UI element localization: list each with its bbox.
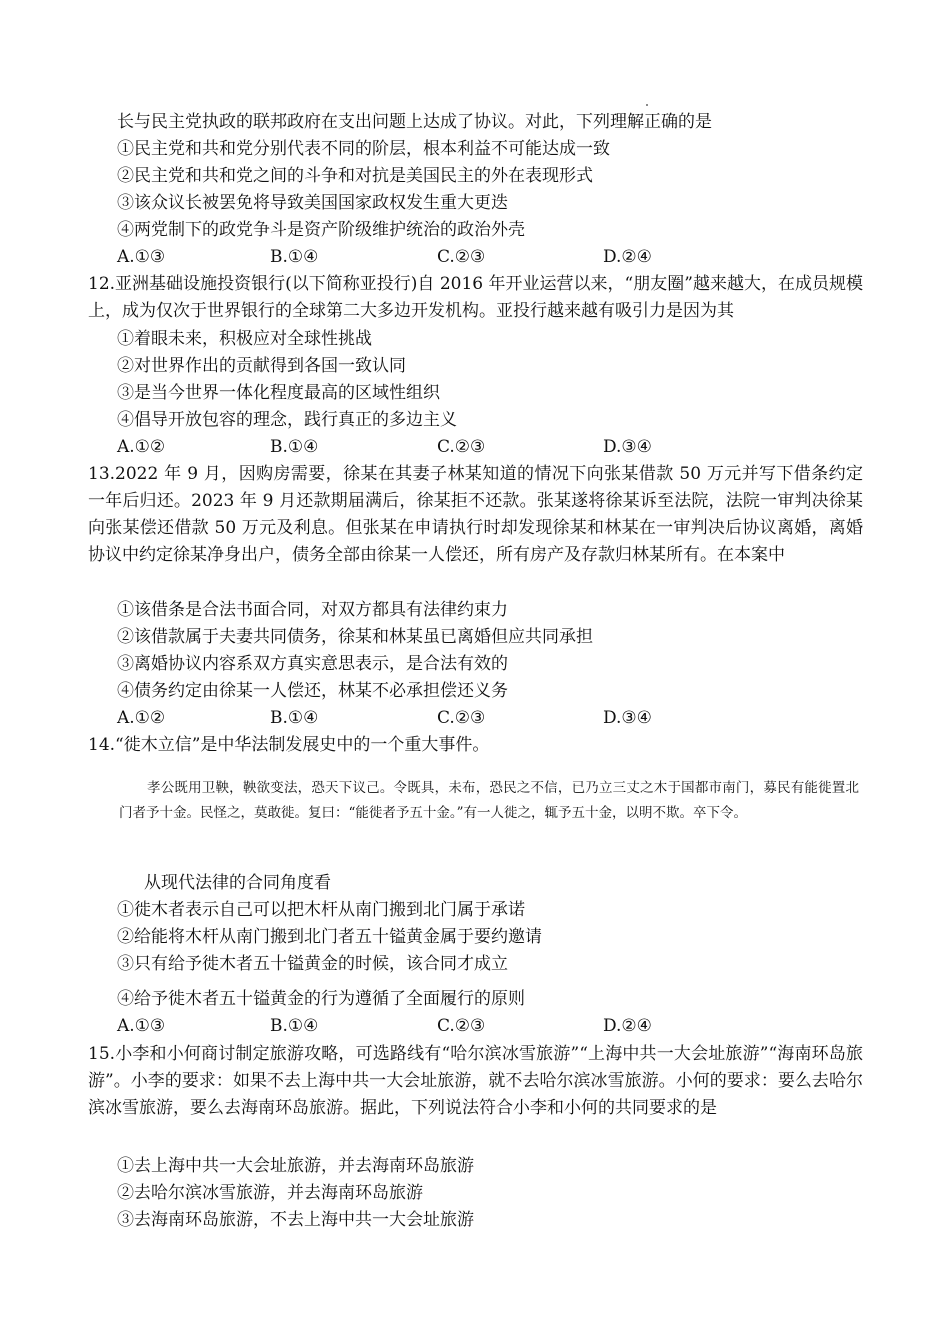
q15-statement-2: ②去哈尔滨冰雪旅游，并去海南环岛旅游: [117, 1183, 423, 1203]
q12-stem: 12.亚洲基础设施投资银行(以下简称亚投行)自 2016 年开业运营以来，“朋友圈”越来越大，在成员规模上，成为仅次于世界银行的全球第二大多边开发机构。亚投行越来越有吸引力是因为其: [88, 274, 863, 321]
q14-options: [0, 1015, 950, 1037]
option-d: D.③④: [603, 708, 652, 728]
option-c: C.②③: [437, 708, 486, 728]
option-b: B.①④: [270, 247, 319, 267]
q13-statement-1: ①该借条是合法书面合同，对双方都具有法律约束力: [117, 600, 508, 620]
q15-statement-3: ③去海南环岛旅游，不去上海中共一大会址旅游: [117, 1210, 474, 1230]
q14-statement-4: ④给予徙木者五十镒黄金的行为遵循了全面履行的原则: [117, 989, 525, 1009]
q13-stem: 13.2022 年 9 月，因购房需要，徐某在其妻子林某知道的情况下向张某借款 50 万元并写下借条约定一年后归还。2023 年 9 月还款期届满后，徐某拒不还款。张某遂将徐某诉至法院，法院一审判决徐某向张某偿还借款 50 万元及利息。但张某在申请执行时却发现徐某和林某在一审判决后协议离婚，离婚协议中约定徐某净身出户，债务全部由徐某一人偿还，所有房产及存款归林某所有。在本案中: [88, 464, 863, 565]
q14-statement-1: ①徙木者表示自己可以把木杆从南门搬到北门属于承诺: [117, 900, 525, 920]
q13-statement-4: ④债务约定由徐某一人偿还，林某不必承担偿还义务: [117, 681, 508, 701]
q11-continuation: 长与民主党执政的联邦政府在支出问题上达成了协议。对此，下列理解正确的是: [117, 112, 712, 132]
q12-statement-3: ③是当今世界一体化程度最高的区域性组织: [117, 383, 440, 403]
q13-statement-2: ②该借款属于夫妻共同债务，徐某和林某虽已离婚但应共同承担: [117, 627, 593, 647]
option-a: A.①②: [117, 437, 166, 457]
option-b: B.①④: [270, 1016, 319, 1036]
option-b: B.①④: [270, 708, 319, 728]
option-a: A.①②: [117, 708, 166, 728]
q11-statement-4: ④两党制下的政党争斗是资产阶级维护统治的政治外壳: [117, 220, 525, 240]
q15-stem: 15.小李和小何商讨制定旅游攻略，可选路线有“哈尔滨冰雪旅游”“上海中共一大会址旅游”“海南环岛旅游”。小李的要求：如果不去上海中共一大会址旅游，就不去哈尔滨冰雪旅游。小何的要求：要么去哈尔滨冰雪旅游，要么去海南环岛旅游。据此，下列说法符合小李和小何的共同要求的是: [88, 1044, 863, 1118]
option-d: D.②④: [603, 1016, 652, 1036]
q11-options: [0, 246, 950, 268]
q12-options: [0, 436, 950, 458]
q15-statement-1: ①去上海中共一大会址旅游，并去海南环岛旅游: [117, 1156, 474, 1176]
option-c: C.②③: [437, 437, 486, 457]
q12-statement-2: ②对世界作出的贡献得到各国一致认同: [117, 356, 406, 376]
q11-statement-2: ②民主党和共和党之间的斗争和对抗是美国民主的外在表现形式: [117, 166, 593, 186]
q14-quote: 孝公既用卫鞅，鞅欲变法，恐天下议己。令既具，未布，恐民之不信，已乃立三丈之木于国都市南门，募民有能徙置北门者予十金。民怪之，莫敢徙。复曰：“能徙者予五十金。”有一人徙之，辄予五十金，以明不欺。卒下令。: [119, 780, 859, 821]
q11-statement-3: ③该众议长被罢免将导致美国国家政权发生重大更迭: [117, 193, 508, 213]
option-c: C.②③: [437, 247, 486, 267]
option-c: C.②③: [437, 1016, 486, 1036]
option-a: A.①③: [117, 247, 166, 267]
q13-options: [0, 707, 950, 729]
option-a: A.①③: [117, 1016, 166, 1036]
q14-prompt: 从现代法律的合同角度看: [144, 873, 331, 893]
q11-statement-1: ①民主党和共和党分别代表不同的阶层，根本利益不可能达成一致: [117, 139, 610, 159]
q14-statement-2: ②给能将木杆从南门搬到北门者五十镒黄金属于要约邀请: [117, 927, 542, 947]
option-d: D.③④: [603, 437, 652, 457]
option-b: B.①④: [270, 437, 319, 457]
q12-statement-4: ④倡导开放包容的理念，践行真正的多边主义: [117, 410, 457, 430]
stray-dot: [646, 104, 648, 106]
q14-statement-3: ③只有给予徙木者五十镒黄金的时候，该合同才成立: [117, 954, 508, 974]
option-d: D.②④: [603, 247, 652, 267]
q13-statement-3: ③离婚协议内容系双方真实意思表示，是合法有效的: [117, 654, 508, 674]
q12-statement-1: ①着眼未来，积极应对全球性挑战: [117, 329, 372, 349]
q14-stem: 14.“徙木立信”是中华法制发展史中的一个重大事件。: [88, 735, 490, 755]
